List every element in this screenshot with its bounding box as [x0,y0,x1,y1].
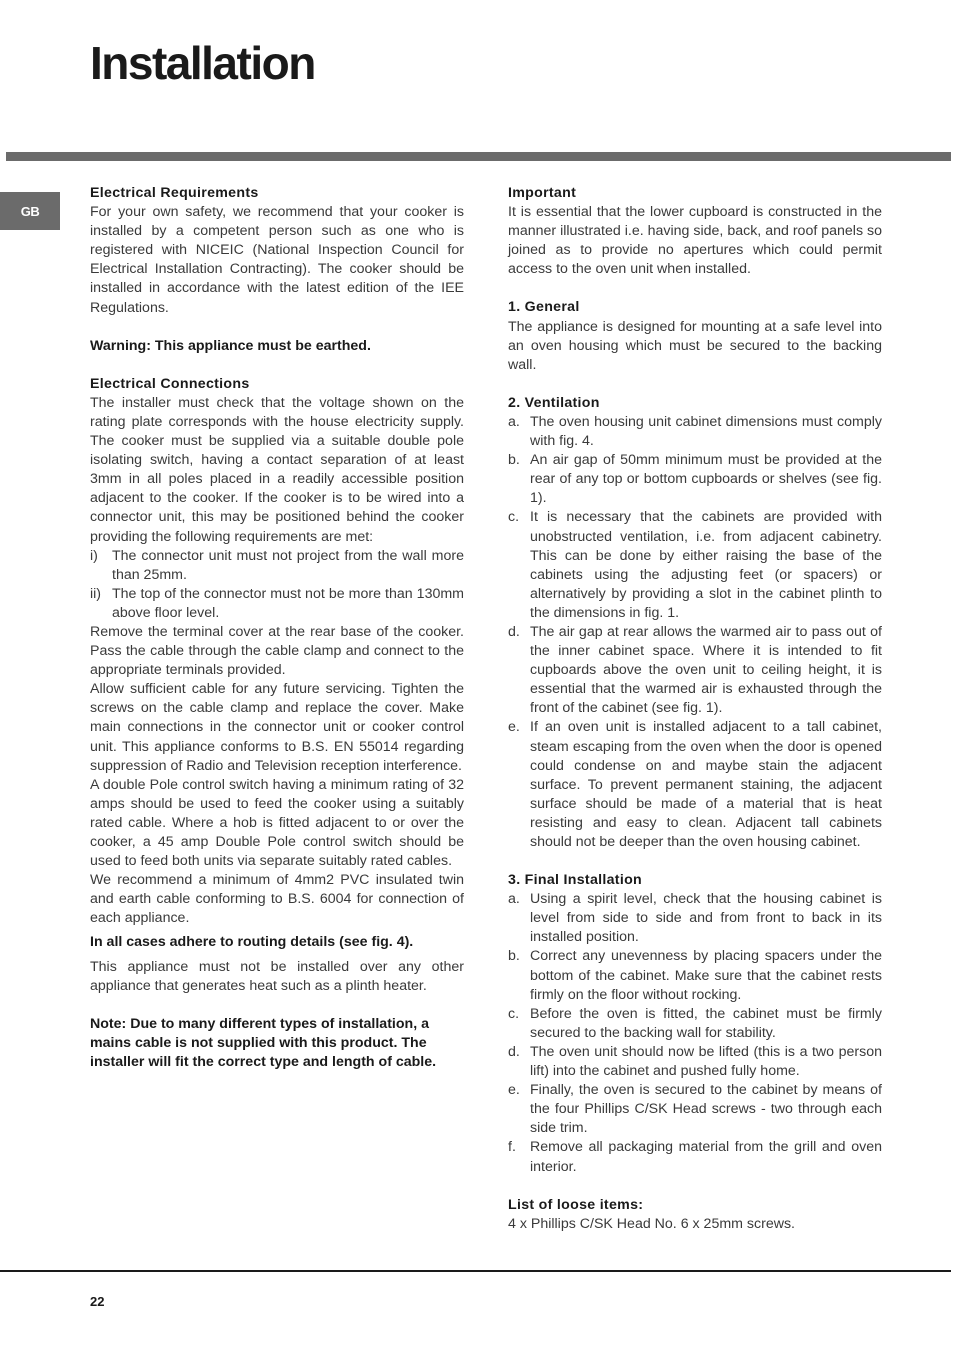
routing-note: In all cases adhere to routing details (see fig. 4). [90,934,414,951]
final-installation-heading: 3. Final Installation [508,872,643,889]
connector-requirements-list [90,547,464,623]
list-text: An air gap of 50mm minimum must be provided at the rear of any top or bottom cupboards or shelves (see fig. 1). [530,452,882,507]
list-text: The oven unit should now be lifted (this is a two person lift) into the cabinet and pushed fully home. [530,1043,882,1080]
page-number: 22 [90,1294,105,1309]
page-title: Installation [90,37,315,89]
plinth-heater-text: This appliance must not be installed over any other appliance that generates heat such as a plinth heater. [90,958,464,994]
cable-servicing-text: Allow sufficient cable for any future servicing. Tighten the screws on the cable clamp and replace the cover. Make main connections in the connector unit or cooker control unit. This appliance conforms to B.S. EN 55014 regarding suppression of Radio and Television reception interference. [90,681,464,774]
list-text: Correct any unevenness by placing spacers under the bottom of the cabinet. Make sure that the cabinet rests firmly on the floor without rocking. [530,948,882,1003]
header-divider [6,152,951,161]
list-marker: b. [508,948,520,965]
list-text: It is necessary that the cabinets are provided with unobstructed ventilation, i.e. from adjacent cabinetry. This can be done by either raising the base of the cabinets using the adjusting feet (or spacers) or alternatively by providing a slot in the cabinet plinth to the dimensions in fig. 1. [530,509,882,621]
language-tab: GB [0,192,60,230]
list-text: Finally, the oven is secured to the cabinet by means of the four Phillips C/SK Head screws - two through each side trim. [530,1082,882,1137]
list-text: Remove all packaging material from the grill and oven interior. [530,1139,882,1175]
loose-items-text: 4 x Phillips C/SK Head No. 6 x 25mm screws. [508,1215,795,1232]
list-item [508,1005,882,1043]
ventilation-heading: 2. Ventilation [508,394,600,411]
electrical-requirements-text: For your own safety, we recommend that your cooker is installed by a competent person such as one who is registered with NICEIC (National Inspection Council for Electrical Installation Contracting). The cooker should be installed in accordance with the latest edition of the IEE Regulations. [90,204,464,316]
list-text: The oven housing unit cabinet dimensions must comply with fig. 4. [530,413,882,450]
list-item [508,947,882,1004]
list-marker: e. [508,719,520,736]
terminal-cover-text: Remove the terminal cover at the rear base of the cooker. Pass the cable through the cable clamp and connect to the appropriate terminals provided. [90,623,464,679]
list-marker: e. [508,1082,520,1099]
list-item [90,547,464,585]
list-marker: c. [508,1005,520,1022]
important-heading: Important [508,185,577,201]
list-text: Before the oven is fitted, the cabinet must be firmly secured to the backing wall for stability. [530,1005,882,1041]
list-text: The air gap at rear allows the warmed air to pass out of the inner cabinet space. Where it is intended to fit cupboards above the oven unit to ceiling height, it is essential that the warmed air is exhausted through the front of the cabinet (see fig. 1). [530,623,882,717]
list-marker: b. [508,452,520,469]
final-installation-list [508,890,882,1176]
control-switch-text: A double Pole control switch having a minimum rating of 32 amps should be used to feed the cooker using a suitably rated cable. Where a hob is fitted adjacent to or over the cooker, a 45 amp Double Pole control switch should be used to feed both units via separate suitably rated cables. [90,776,464,870]
left-column [90,184,464,1072]
list-marker: ii) [90,585,102,602]
ventilation-list [508,413,882,852]
list-item [508,718,882,852]
list-item [508,451,882,508]
list-text: If an oven unit is installed adjacent to a tall cabinet, steam escaping from the oven when the door is opened could condense on and maybe stain the adjacent surface. To prevent permanent staining, the adjacent surface should be made of a material that is heat resisting and easy to clean. Adjacent tall cabinets should not be deeper than the oven housing cabinet. [530,719,882,850]
list-marker: c. [508,509,520,526]
electrical-connections-heading: Electrical Connections [90,375,250,392]
list-marker: a. [508,413,520,430]
general-text: The appliance is designed for mounting at a safe level into an oven housing which must be secured to the backing wall. [508,318,882,373]
loose-items-heading: List of loose items: [508,1196,644,1213]
list-item [508,1043,882,1081]
list-marker: a. [508,891,520,908]
earthing-warning: Warning: This appliance must be earthed. [90,337,371,354]
footer-divider [0,1270,951,1272]
list-item [90,585,464,623]
mains-cable-note: Note: Due to many different types of installation, a mains cable is not supplied with this product. The installer will fit the correct type and length of cable. [90,1015,437,1070]
list-item [508,1081,882,1138]
general-heading: 1. General [508,299,580,316]
electrical-requirements-heading: Electrical Requirements [90,185,259,201]
list-marker: i) [90,547,98,564]
list-marker: f. [508,1139,516,1156]
list-marker: d. [508,623,520,640]
list-item [508,413,882,451]
list-text: Using a spirit level, check that the housing cabinet is level from side to side and from front to back in its installed position. [530,891,882,946]
list-item [508,508,882,623]
right-column [508,184,882,1234]
list-item [508,890,882,947]
pvc-cable-text: We recommend a minimum of 4mm2 PVC insulated twin and earth cable conforming to B.S. 6004 for connection of each appliance. [90,872,464,927]
list-marker: d. [508,1043,520,1060]
important-text: It is essential that the lower cupboard is constructed in the manner illustrated i.e. having side, back, and roof panels so joined as to provide no apertures which could permit access to the oven unit when installed. [508,204,882,278]
electrical-connections-text: The installer must check that the voltage shown on the rating plate corresponds with the house electricity supply. The cooker must be supplied via a suitable double pole isolating switch, having a contact separation of at least 3mm in all poles placed in a readily accessible position adjacent to the cooker. If the cooker is to be wired into a connector unit, this may be positioned behind the cooker providing the following requirements are met: [90,394,464,545]
list-text: The top of the connector must not be more than 130mm above floor level. [112,585,464,621]
list-item [508,623,882,718]
list-item [508,1138,882,1176]
list-text: The connector unit must not project from the wall more than 25mm. [112,547,464,583]
